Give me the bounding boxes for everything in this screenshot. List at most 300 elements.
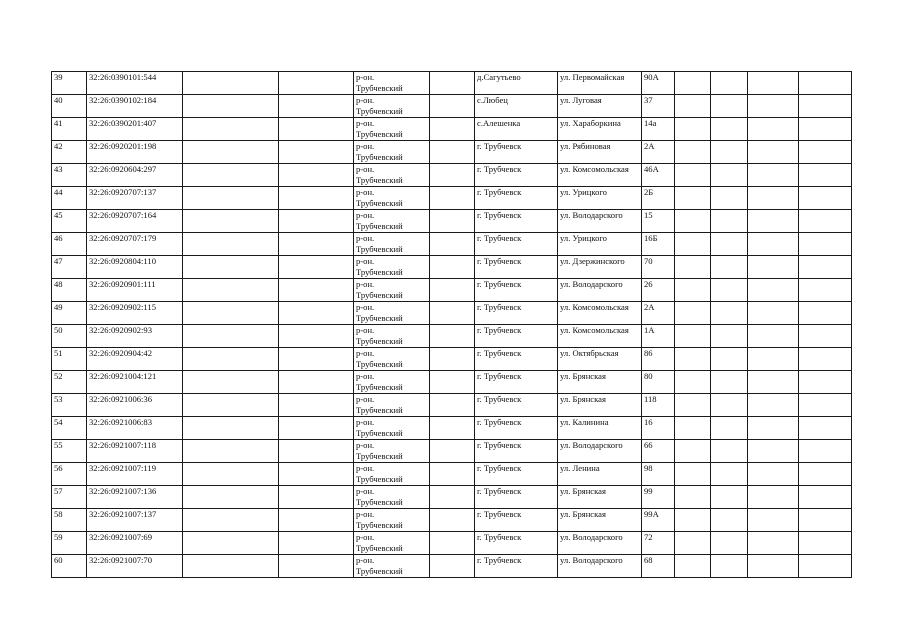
empty-cell <box>675 555 711 578</box>
district-name: Трубчевский <box>356 404 403 415</box>
district-prefix: р-он. <box>356 164 375 174</box>
street-cell: ул. Дзержинского <box>558 256 642 279</box>
empty-cell <box>183 509 279 532</box>
house-number-cell: 1А <box>642 325 675 348</box>
table-body <box>52 72 852 578</box>
empty-cell <box>748 348 799 371</box>
row-number-cell: 60 <box>52 555 87 578</box>
row-number-cell: 59 <box>52 532 87 555</box>
empty-cell <box>711 509 748 532</box>
district-cell <box>354 187 430 210</box>
row-number-cell: 56 <box>52 463 87 486</box>
empty-cell <box>748 233 799 256</box>
empty-cell <box>183 72 279 95</box>
empty-cell <box>183 279 279 302</box>
district-name: Трубчевский <box>356 174 403 185</box>
empty-cell <box>711 210 748 233</box>
district-cell <box>354 463 430 486</box>
cadastral-number-cell: 32:26:0921007:118 <box>87 440 183 463</box>
empty-cell <box>711 95 748 118</box>
table-row <box>52 210 852 233</box>
empty-cell <box>675 532 711 555</box>
house-number-cell: 15 <box>642 210 675 233</box>
empty-cell <box>799 555 852 578</box>
district-name: Трубчевский <box>356 197 403 208</box>
empty-cell <box>430 394 475 417</box>
empty-cell <box>183 348 279 371</box>
row-number-cell: 45 <box>52 210 87 233</box>
locality-cell: г. Трубчевск <box>475 256 558 279</box>
district-cell <box>354 118 430 141</box>
empty-cell <box>799 164 852 187</box>
empty-cell <box>675 486 711 509</box>
empty-cell <box>183 417 279 440</box>
empty-cell <box>279 302 354 325</box>
empty-cell <box>279 233 354 256</box>
empty-cell <box>799 256 852 279</box>
street-cell: ул. Хараборкина <box>558 118 642 141</box>
locality-cell: с.Алешенка <box>475 118 558 141</box>
empty-cell <box>748 463 799 486</box>
house-number-cell: 46А <box>642 164 675 187</box>
empty-cell <box>430 463 475 486</box>
empty-cell <box>748 279 799 302</box>
district-cell <box>354 417 430 440</box>
street-cell: ул. Брянская <box>558 509 642 532</box>
district-name: Трубчевский <box>356 473 403 484</box>
empty-cell <box>748 210 799 233</box>
district-name: Трубчевский <box>356 312 403 323</box>
empty-cell <box>183 486 279 509</box>
empty-cell <box>799 325 852 348</box>
district-cell <box>354 394 430 417</box>
locality-cell: г. Трубчевск <box>475 164 558 187</box>
district-cell <box>354 371 430 394</box>
empty-cell <box>748 302 799 325</box>
cadastral-number-cell: 32:26:0921007:137 <box>87 509 183 532</box>
locality-cell: г. Трубчевск <box>475 532 558 555</box>
cadastral-number-cell: 32:26:0390101:544 <box>87 72 183 95</box>
empty-cell <box>675 394 711 417</box>
district-cell <box>354 95 430 118</box>
street-cell: ул. Комсомольская <box>558 325 642 348</box>
empty-cell <box>183 95 279 118</box>
empty-cell <box>799 72 852 95</box>
table-row <box>52 394 852 417</box>
empty-cell <box>799 141 852 164</box>
empty-cell <box>183 394 279 417</box>
empty-cell <box>799 463 852 486</box>
empty-cell <box>711 463 748 486</box>
empty-cell <box>748 187 799 210</box>
locality-cell: г. Трубчевск <box>475 555 558 578</box>
empty-cell <box>748 509 799 532</box>
empty-cell <box>183 555 279 578</box>
street-cell: ул. Комсомольская <box>558 302 642 325</box>
street-cell: ул. Брянская <box>558 394 642 417</box>
empty-cell <box>430 279 475 302</box>
empty-cell <box>799 417 852 440</box>
table-row <box>52 440 852 463</box>
empty-cell <box>279 210 354 233</box>
district-prefix: р-он. <box>356 440 375 450</box>
district-prefix: р-он. <box>356 187 375 197</box>
empty-cell <box>675 256 711 279</box>
cadastral-number-cell: 32:26:0920904:42 <box>87 348 183 371</box>
empty-cell <box>711 555 748 578</box>
house-number-cell: 26 <box>642 279 675 302</box>
district-cell <box>354 348 430 371</box>
empty-cell <box>675 509 711 532</box>
empty-cell <box>279 371 354 394</box>
district-prefix: р-он. <box>356 95 375 105</box>
empty-cell <box>799 233 852 256</box>
empty-cell <box>279 440 354 463</box>
cadastral-number-cell: 32:26:0920902:93 <box>87 325 183 348</box>
house-number-cell: 2А <box>642 141 675 164</box>
empty-cell <box>279 486 354 509</box>
empty-cell <box>711 141 748 164</box>
street-cell: ул. Володарского <box>558 532 642 555</box>
empty-cell <box>711 486 748 509</box>
empty-cell <box>799 187 852 210</box>
locality-cell: г. Трубчевск <box>475 187 558 210</box>
district-name: Трубчевский <box>356 496 403 507</box>
locality-cell: г. Трубчевск <box>475 371 558 394</box>
district-prefix: р-он. <box>356 371 375 381</box>
district-name: Трубчевский <box>356 519 403 530</box>
house-number-cell: 90А <box>642 72 675 95</box>
empty-cell <box>430 141 475 164</box>
table-row <box>52 555 852 578</box>
district-cell <box>354 555 430 578</box>
table-row <box>52 371 852 394</box>
row-number-cell: 40 <box>52 95 87 118</box>
district-name: Трубчевский <box>356 565 403 576</box>
district-prefix: р-он. <box>356 118 375 128</box>
cadastral-number-cell: 32:26:0921004:121 <box>87 371 183 394</box>
street-cell: ул. Брянская <box>558 486 642 509</box>
row-number-cell: 55 <box>52 440 87 463</box>
empty-cell <box>430 509 475 532</box>
empty-cell <box>430 555 475 578</box>
locality-cell: г. Трубчевск <box>475 394 558 417</box>
district-prefix: р-он. <box>356 394 375 404</box>
empty-cell <box>799 394 852 417</box>
district-name: Трубчевский <box>356 289 403 300</box>
house-number-cell: 16Б <box>642 233 675 256</box>
empty-cell <box>799 509 852 532</box>
empty-cell <box>748 118 799 141</box>
district-name: Трубчевский <box>356 427 403 438</box>
locality-cell: г. Трубчевск <box>475 279 558 302</box>
district-name: Трубчевский <box>356 542 403 553</box>
empty-cell <box>675 72 711 95</box>
locality-cell: г. Трубчевск <box>475 233 558 256</box>
empty-cell <box>430 118 475 141</box>
empty-cell <box>183 371 279 394</box>
empty-cell <box>183 141 279 164</box>
district-cell <box>354 440 430 463</box>
district-name: Трубчевский <box>356 220 403 231</box>
empty-cell <box>748 325 799 348</box>
empty-cell <box>430 95 475 118</box>
district-name: Трубчевский <box>356 151 403 162</box>
empty-cell <box>183 233 279 256</box>
house-number-cell: 68 <box>642 555 675 578</box>
street-cell: ул. Первомайская <box>558 72 642 95</box>
house-number-cell: 72 <box>642 532 675 555</box>
locality-cell: с.Любец <box>475 95 558 118</box>
empty-cell <box>183 164 279 187</box>
district-cell <box>354 325 430 348</box>
empty-cell <box>711 440 748 463</box>
cadastral-number-cell: 32:26:0920707:179 <box>87 233 183 256</box>
district-cell <box>354 532 430 555</box>
row-number-cell: 53 <box>52 394 87 417</box>
empty-cell <box>711 371 748 394</box>
empty-cell <box>711 532 748 555</box>
district-name: Трубчевский <box>356 358 403 369</box>
empty-cell <box>748 417 799 440</box>
district-cell <box>354 486 430 509</box>
empty-cell <box>675 187 711 210</box>
empty-cell <box>430 72 475 95</box>
district-prefix: р-он. <box>356 141 375 151</box>
house-number-cell: 70 <box>642 256 675 279</box>
empty-cell <box>279 164 354 187</box>
empty-cell <box>799 279 852 302</box>
cadastral-number-cell: 32:26:0921007:136 <box>87 486 183 509</box>
empty-cell <box>675 348 711 371</box>
empty-cell <box>675 279 711 302</box>
district-name: Трубчевский <box>356 105 403 116</box>
row-number-cell: 51 <box>52 348 87 371</box>
empty-cell <box>430 348 475 371</box>
empty-cell <box>711 279 748 302</box>
empty-cell <box>430 325 475 348</box>
house-number-cell: 66 <box>642 440 675 463</box>
empty-cell <box>711 164 748 187</box>
empty-cell <box>748 371 799 394</box>
district-cell <box>354 210 430 233</box>
table-row <box>52 325 852 348</box>
empty-cell <box>279 394 354 417</box>
cadastral-number-cell: 32:26:0921006:83 <box>87 417 183 440</box>
empty-cell <box>711 417 748 440</box>
empty-cell <box>279 532 354 555</box>
locality-cell: г. Трубчевск <box>475 440 558 463</box>
district-name: Трубчевский <box>356 128 403 139</box>
empty-cell <box>748 555 799 578</box>
empty-cell <box>279 279 354 302</box>
empty-cell <box>799 302 852 325</box>
district-cell <box>354 302 430 325</box>
empty-cell <box>279 509 354 532</box>
empty-cell <box>748 141 799 164</box>
empty-cell <box>279 348 354 371</box>
row-number-cell: 43 <box>52 164 87 187</box>
empty-cell <box>799 486 852 509</box>
table-row <box>52 463 852 486</box>
cadastral-number-cell: 32:26:0920707:137 <box>87 187 183 210</box>
empty-cell <box>183 210 279 233</box>
empty-cell <box>430 256 475 279</box>
empty-cell <box>748 95 799 118</box>
empty-cell <box>279 256 354 279</box>
street-cell: ул. Брянская <box>558 371 642 394</box>
locality-cell: г. Трубчевск <box>475 509 558 532</box>
row-number-cell: 58 <box>52 509 87 532</box>
cadastral-number-cell: 32:26:0921007:119 <box>87 463 183 486</box>
cadastral-number-cell: 32:26:0920604:297 <box>87 164 183 187</box>
district-name: Трубчевский <box>356 243 403 254</box>
district-cell <box>354 279 430 302</box>
empty-cell <box>675 463 711 486</box>
cadastral-number-cell: 32:26:0921007:69 <box>87 532 183 555</box>
empty-cell <box>799 440 852 463</box>
table-row <box>52 72 852 95</box>
street-cell: ул. Володарского <box>558 210 642 233</box>
row-number-cell: 42 <box>52 141 87 164</box>
locality-cell: г. Трубчевск <box>475 417 558 440</box>
table-row <box>52 164 852 187</box>
street-cell: ул. Октябрьская <box>558 348 642 371</box>
empty-cell <box>711 187 748 210</box>
street-cell: ул. Володарского <box>558 440 642 463</box>
cadastral-number-cell: 32:26:0921007:70 <box>87 555 183 578</box>
empty-cell <box>675 302 711 325</box>
row-number-cell: 57 <box>52 486 87 509</box>
locality-cell: г. Трубчевск <box>475 302 558 325</box>
empty-cell <box>183 440 279 463</box>
empty-cell <box>711 256 748 279</box>
district-prefix: р-он. <box>356 302 375 312</box>
empty-cell <box>430 187 475 210</box>
street-cell: ул. Володарского <box>558 279 642 302</box>
empty-cell <box>748 440 799 463</box>
district-cell <box>354 233 430 256</box>
empty-cell <box>183 532 279 555</box>
empty-cell <box>183 463 279 486</box>
empty-cell <box>799 371 852 394</box>
district-prefix: р-он. <box>356 72 375 82</box>
district-name: Трубчевский <box>356 381 403 392</box>
table-row <box>52 118 852 141</box>
locality-cell: г. Трубчевск <box>475 348 558 371</box>
cadastral-number-cell: 32:26:0390102:184 <box>87 95 183 118</box>
empty-cell <box>711 325 748 348</box>
cadastral-number-cell: 32:26:0920902:115 <box>87 302 183 325</box>
cadastral-number-cell: 32:26:0920901:111 <box>87 279 183 302</box>
district-prefix: р-он. <box>356 325 375 335</box>
table-row <box>52 417 852 440</box>
empty-cell <box>799 348 852 371</box>
street-cell: ул. Ленина <box>558 463 642 486</box>
empty-cell <box>675 440 711 463</box>
table-row <box>52 187 852 210</box>
district-name: Трубчевский <box>356 82 403 93</box>
table-row <box>52 256 852 279</box>
empty-cell <box>183 187 279 210</box>
empty-cell <box>183 302 279 325</box>
district-name: Трубчевский <box>356 450 403 461</box>
empty-cell <box>748 486 799 509</box>
row-number-cell: 46 <box>52 233 87 256</box>
empty-cell <box>799 95 852 118</box>
empty-cell <box>183 118 279 141</box>
empty-cell <box>675 118 711 141</box>
empty-cell <box>430 302 475 325</box>
empty-cell <box>675 141 711 164</box>
house-number-cell: 86 <box>642 348 675 371</box>
empty-cell <box>711 233 748 256</box>
district-cell <box>354 164 430 187</box>
table-row <box>52 233 852 256</box>
table-row <box>52 348 852 371</box>
empty-cell <box>430 164 475 187</box>
empty-cell <box>430 532 475 555</box>
empty-cell <box>748 394 799 417</box>
locality-cell: г. Трубчевск <box>475 463 558 486</box>
cadastral-number-cell: 32:26:0920201:198 <box>87 141 183 164</box>
district-prefix: р-он. <box>356 348 375 358</box>
district-cell <box>354 256 430 279</box>
empty-cell <box>279 463 354 486</box>
row-number-cell: 48 <box>52 279 87 302</box>
empty-cell <box>711 348 748 371</box>
empty-cell <box>183 256 279 279</box>
street-cell: ул. Урицкого <box>558 187 642 210</box>
empty-cell <box>430 371 475 394</box>
empty-cell <box>279 325 354 348</box>
district-prefix: р-он. <box>356 509 375 519</box>
empty-cell <box>279 95 354 118</box>
empty-cell <box>279 118 354 141</box>
house-number-cell: 37 <box>642 95 675 118</box>
cadastral-number-cell: 32:26:0921006:36 <box>87 394 183 417</box>
property-registry-table <box>51 71 852 578</box>
locality-cell: г. Трубчевск <box>475 486 558 509</box>
district-cell <box>354 509 430 532</box>
empty-cell <box>748 72 799 95</box>
row-number-cell: 49 <box>52 302 87 325</box>
empty-cell <box>711 302 748 325</box>
district-prefix: р-он. <box>356 279 375 289</box>
table-row <box>52 302 852 325</box>
empty-cell <box>430 210 475 233</box>
cadastral-number-cell: 32:26:0390201:407 <box>87 118 183 141</box>
empty-cell <box>430 233 475 256</box>
street-cell: ул. Комсомольская <box>558 164 642 187</box>
street-cell: ул. Урицкого <box>558 233 642 256</box>
empty-cell <box>183 325 279 348</box>
row-number-cell: 54 <box>52 417 87 440</box>
empty-cell <box>430 440 475 463</box>
empty-cell <box>279 72 354 95</box>
empty-cell <box>279 187 354 210</box>
cadastral-number-cell: 32:26:0920707:164 <box>87 210 183 233</box>
street-cell: ул. Луговая <box>558 95 642 118</box>
district-name: Трубчевский <box>356 266 403 277</box>
empty-cell <box>711 394 748 417</box>
row-number-cell: 52 <box>52 371 87 394</box>
empty-cell <box>279 141 354 164</box>
district-prefix: р-он. <box>356 233 375 243</box>
empty-cell <box>675 233 711 256</box>
empty-cell <box>675 210 711 233</box>
house-number-cell: 118 <box>642 394 675 417</box>
